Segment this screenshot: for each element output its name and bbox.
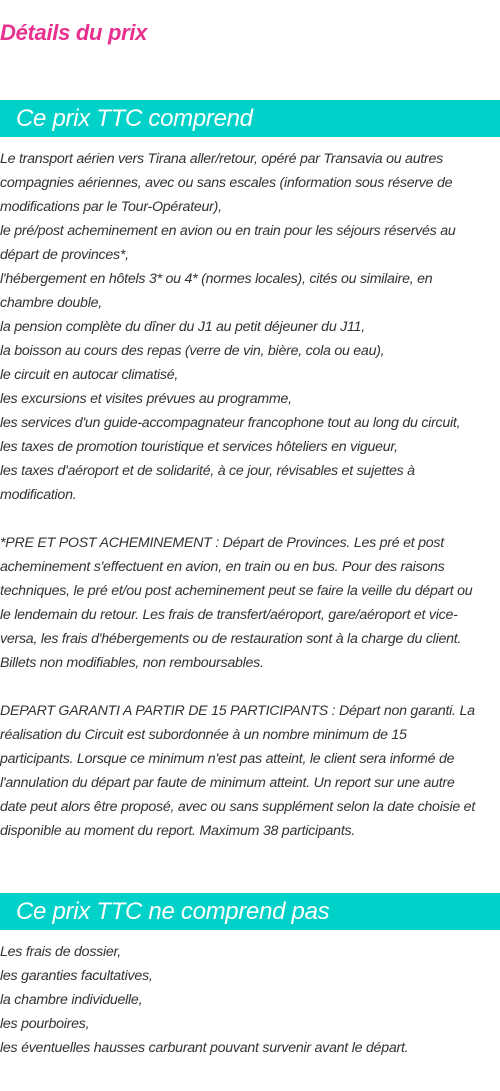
included-line: la pension complète du dîner du J1 au petit déjeuner du J11,	[0, 319, 365, 335]
acheminement-note-line: acheminement s'effectuent en avion, en train ou en bus. Pour des raisons	[0, 559, 445, 575]
excluded-line: la chambre individuelle,	[0, 992, 143, 1008]
included-line: départ de provinces*,	[0, 247, 129, 263]
included-line: modifications par le Tour-Opérateur),	[0, 199, 222, 215]
included-line: le pré/post acheminement en avion ou en train pour les séjours réservés au	[0, 223, 456, 239]
included-line: Le transport aérien vers Tirana aller/retour, opéré par Transavia ou autres	[0, 151, 443, 167]
depart-garanti-note-line: date peut alors être proposé, avec ou sans supplément selon la date choisie et	[0, 799, 476, 815]
acheminement-note-line: versa, les frais d'hébergements ou de restauration sont à la charge du client.	[0, 631, 462, 647]
included-line: le circuit en autocar climatisé,	[0, 367, 179, 383]
included-line: les taxes de promotion touristique et services hôteliers en vigueur,	[0, 439, 398, 455]
acheminement-note-line: Billets non modifiables, non remboursables.	[0, 655, 264, 671]
depart-garanti-note-line: disponible au moment du report. Maximum 38 participants.	[0, 823, 356, 839]
included-line: les services d'un guide-accompagnateur francophone tout au long du circuit,	[0, 415, 461, 431]
depart-garanti-note	[0, 699, 500, 843]
excluded-line: les garanties facultatives,	[0, 968, 153, 984]
included-line: compagnies aériennes, avec ou sans escales (information sous réserve de	[0, 175, 453, 191]
excluded-section-header: Ce prix TTC ne comprend pas	[0, 893, 500, 930]
included-section-header: Ce prix TTC comprend	[0, 100, 500, 137]
acheminement-note	[0, 531, 500, 675]
acheminement-note-line: le lendemain du retour. Les frais de transfert/aéroport, gare/aéroport et vice-	[0, 607, 458, 623]
depart-garanti-note-line: l'annulation du départ par faute de minimum atteint. Un report sur une autre	[0, 775, 455, 791]
included-line: l'hébergement en hôtels 3* ou 4* (normes locales), cités ou similaire, en	[0, 271, 433, 287]
included-list	[0, 147, 500, 507]
included-line: la boisson au cours des repas (verre de vin, bière, cola ou eau),	[0, 343, 385, 359]
excluded-line: Les frais de dossier,	[0, 944, 121, 960]
acheminement-note-line: *PRE ET POST ACHEMINEMENT : Départ de Provinces. Les pré et post	[0, 535, 444, 551]
page-title: Détails du prix	[0, 20, 148, 45]
depart-garanti-note-line: DEPART GARANTI A PARTIR DE 15 PARTICIPANTS : Départ non garanti. La	[0, 703, 475, 719]
depart-garanti-note-line: participants. Lorsque ce minimum n'est pas atteint, le client sera informé de	[0, 751, 455, 767]
excluded-line: les éventuelles hausses carburant pouvant survenir avant le départ.	[0, 1040, 409, 1056]
included-line: modification.	[0, 487, 77, 503]
included-line: les taxes d'aéroport et de solidarité, à ce jour, révisables et sujettes à	[0, 463, 415, 479]
included-line: chambre double,	[0, 295, 102, 311]
depart-garanti-note-line: réalisation du Circuit est subordonnée à un nombre minimum de 15	[0, 727, 407, 743]
excluded-list	[0, 940, 500, 1060]
acheminement-note-line: techniques, le pré et/ou post acheminement peut se faire la veille du départ ou	[0, 583, 473, 599]
included-line: les excursions et visites prévues au programme,	[0, 391, 292, 407]
excluded-line: les pourboires,	[0, 1016, 90, 1032]
